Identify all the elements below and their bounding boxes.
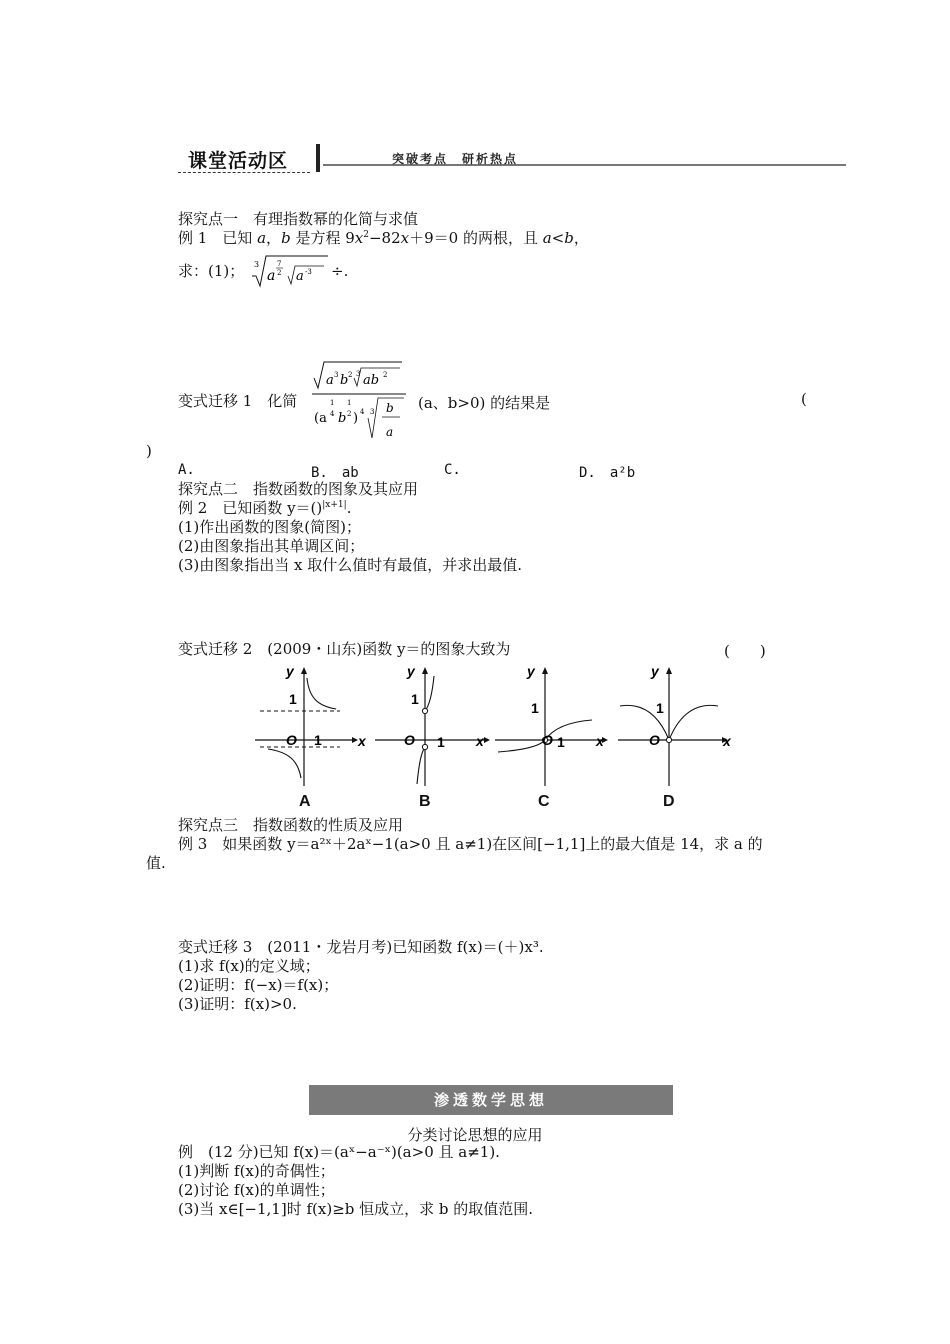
option-b: B. ab (311, 465, 359, 481)
graph-c-x-label: x (596, 733, 604, 749)
graph-d-one-y: 1 (656, 700, 664, 716)
graph-c-one-x: 1 (557, 734, 565, 750)
graph-a-y-label: y (286, 663, 294, 679)
graph-a-label: A (299, 793, 311, 810)
graph-d-origin: O (649, 732, 660, 748)
thought-banner (309, 1085, 673, 1115)
graph-a-x-label: x (358, 733, 366, 749)
svg-text:3: 3 (370, 408, 375, 416)
variant2-label: 变式迁移 2 (2009・山东)函数 y＝的图象大致为 (178, 640, 511, 658)
graph-c-curve-left (498, 740, 545, 752)
svg-text:1: 1 (330, 399, 335, 407)
graph-a-origin: O (286, 732, 297, 748)
graph-c-label: C (538, 793, 550, 810)
graph-d-y-label: y (651, 663, 659, 679)
svg-text:-3: -3 (305, 268, 312, 276)
graph-b (375, 663, 490, 786)
svg-text:(a: (a (314, 411, 327, 426)
svg-text:2: 2 (277, 269, 282, 277)
example1-text: 例 1 已知 a，b 是方程 $9x^2-82x+9=0$ 的两根，且 a<b， (178, 229, 589, 247)
svg-text:2: 2 (347, 410, 352, 418)
variant1-label: 变式迁移 1 化简 (178, 392, 298, 410)
variant2-paren: ( ) (724, 642, 766, 660)
graph-b-one-y: 1 (411, 691, 419, 707)
thought-banner-text: 渗透数学思想 (433, 1091, 548, 1109)
svg-text:b: b (386, 401, 394, 415)
svg-text:a: a (296, 269, 304, 284)
graph-a-curve-right (307, 678, 336, 709)
variant1-fraction (310, 358, 410, 444)
graph-d-x-label: x (723, 733, 731, 749)
graph-b-y-label: y (407, 663, 415, 679)
example2-q2: (2)由图象指出其单调区间； (178, 537, 365, 555)
section-title: 课堂活动区 (188, 150, 289, 172)
example1-ask-end: ÷. (331, 262, 349, 280)
graph-a-one-y: 1 (289, 691, 297, 707)
svg-text:): ) (353, 411, 359, 426)
answer-paren-open: ( (801, 390, 807, 408)
svg-text:3: 3 (254, 260, 260, 269)
graph-b-x-label: x (476, 733, 484, 749)
graph-b-origin: O (404, 732, 415, 748)
graph-d-label: D (663, 793, 675, 810)
thought-example: 例 (12 分)已知 f(x)＝(aˣ−a⁻ˣ)(a>0 且 a≠1). (178, 1143, 500, 1161)
variant1-condition: (a、b>0) 的结果是 (418, 394, 551, 412)
svg-text:b: b (338, 411, 347, 426)
svg-text:2: 2 (348, 371, 353, 379)
graph-a-curve-left (268, 749, 301, 778)
graph-b-curve-right (425, 676, 434, 711)
answer-paren-close: ) (146, 442, 152, 460)
svg-text:3: 3 (356, 370, 361, 378)
section2-heading: 探究点二 指数函数的图象及其应用 (178, 480, 419, 498)
svg-text:4: 4 (360, 408, 365, 416)
option-d: D. a²b (579, 465, 636, 481)
title-underline (178, 172, 310, 173)
example2-q1: (1)作出函数的图象(简图)； (178, 518, 361, 536)
svg-text:7: 7 (277, 260, 282, 268)
svg-text:4: 4 (330, 410, 335, 418)
example2-q3: (3)由图象指出当 x 取什么值时有最值，并求出最值. (178, 556, 523, 574)
thought-q2: (2)讨论 f(x)的单调性； (178, 1181, 335, 1199)
option-a: A. (178, 462, 195, 478)
svg-text:a: a (267, 268, 276, 284)
section-subtitle: 突破考点 研析热点 (392, 152, 519, 166)
thought-q1: (1)判断 f(x)的奇偶性； (178, 1162, 335, 1180)
graph-c-y-label: y (527, 663, 535, 679)
example3-text: 例 3 如果函数 y＝a²ˣ＋2aˣ−1(a>0 且 a≠1)在区间[−1,1]上的最大值是 14，求 a 的 (178, 835, 763, 853)
graph-b-label: B (419, 793, 431, 810)
svg-text:ab: ab (363, 373, 380, 388)
example1-ask: 求：(1)； (178, 262, 245, 280)
svg-text:3: 3 (334, 371, 339, 379)
graph-c (495, 663, 608, 786)
variant3-q3: (3)证明：f(x)>0. (178, 995, 297, 1013)
svg-text:a: a (386, 425, 394, 439)
graph-c-one-y: 1 (531, 700, 539, 716)
section3-heading: 探究点三 指数函数的性质及应用 (178, 816, 404, 834)
thought-q3: (3)当 x∈[−1,1]时 f(x)≥b 恒成立，求 b 的取值范围. (178, 1200, 534, 1218)
svg-text:a: a (326, 373, 334, 388)
thought-title: 分类讨论思想的应用 (407, 1126, 543, 1144)
svg-text:1: 1 (347, 399, 352, 407)
graph-b-curve-left (417, 747, 425, 784)
svg-text:2: 2 (383, 371, 388, 379)
svg-text:b: b (340, 373, 349, 388)
title-bar-mark (316, 144, 320, 172)
variant3-label: 变式迁移 3 (2011・龙岩月考)已知函数 f(x)＝(＋)x³. (178, 938, 544, 956)
graph-b-one-x: 1 (437, 734, 445, 750)
example3-text-cont: 值. (146, 854, 166, 872)
graph-a-one-x: 1 (314, 732, 322, 748)
graph-c-origin: O (542, 732, 553, 748)
graph-d (618, 663, 732, 786)
graph-a (255, 663, 367, 786)
variant3-q1: (1)求 f(x)的定义域； (178, 957, 320, 975)
variant3-q2: (2)证明：f(−x)＝f(x)； (178, 976, 339, 994)
variant2-graphs (240, 660, 760, 790)
option-c: C. (444, 462, 461, 478)
section1-heading: 探究点一 有理指数幂的化简与求值 (178, 210, 419, 228)
graph-d-curve-right (669, 705, 718, 740)
example2-text: 例 2 已知函数 y＝()$^{|x+1|}$. (178, 499, 352, 517)
